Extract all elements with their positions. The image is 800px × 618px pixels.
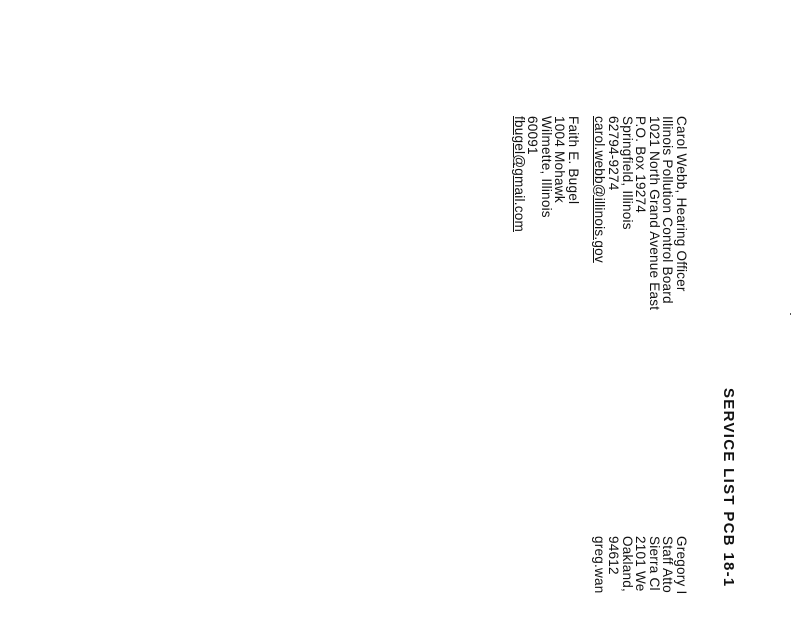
contact-email-link[interactable]: carol.webb@illinois.gov [592, 116, 608, 263]
page-title: SERVICE LIST PCB 18-1 [720, 388, 737, 588]
contact-email-link[interactable]: fbugel@gmail.com [511, 116, 527, 232]
contact-title: Staff Atto [660, 536, 676, 593]
contact-bugel [512, 116, 580, 232]
contact-street: 2101 We [633, 536, 649, 592]
contact-name: Faith E. Bugel [566, 116, 581, 205]
contact-organization: Sierra Cl [646, 536, 662, 591]
contact-name: Carol Webb, Hearing Officer [674, 116, 689, 292]
contact-po-box: P.O. Box 19274 [633, 116, 649, 214]
contact-zip: 94612 [606, 536, 622, 575]
contact-city: Oakland, [619, 536, 635, 593]
scan-speck [790, 313, 791, 315]
contact-zip: 62794-9274 [606, 116, 622, 191]
contact-street: 1021 North Grand Avenue East [646, 116, 662, 311]
contact-sierra-club [593, 536, 688, 594]
contact-hearing-officer [593, 116, 688, 310]
contact-city: Springfield, Illinois [619, 116, 635, 230]
contact-organization: Illinois Pollution Control Board [660, 116, 676, 304]
contact-email: greg.wan [592, 536, 608, 594]
contact-city: Wilmette, Illinois [538, 116, 554, 218]
contact-zip: 60091 [525, 116, 541, 155]
contact-street: 1004 Mohawk [552, 116, 568, 203]
contact-name: Gregory I [674, 536, 689, 595]
